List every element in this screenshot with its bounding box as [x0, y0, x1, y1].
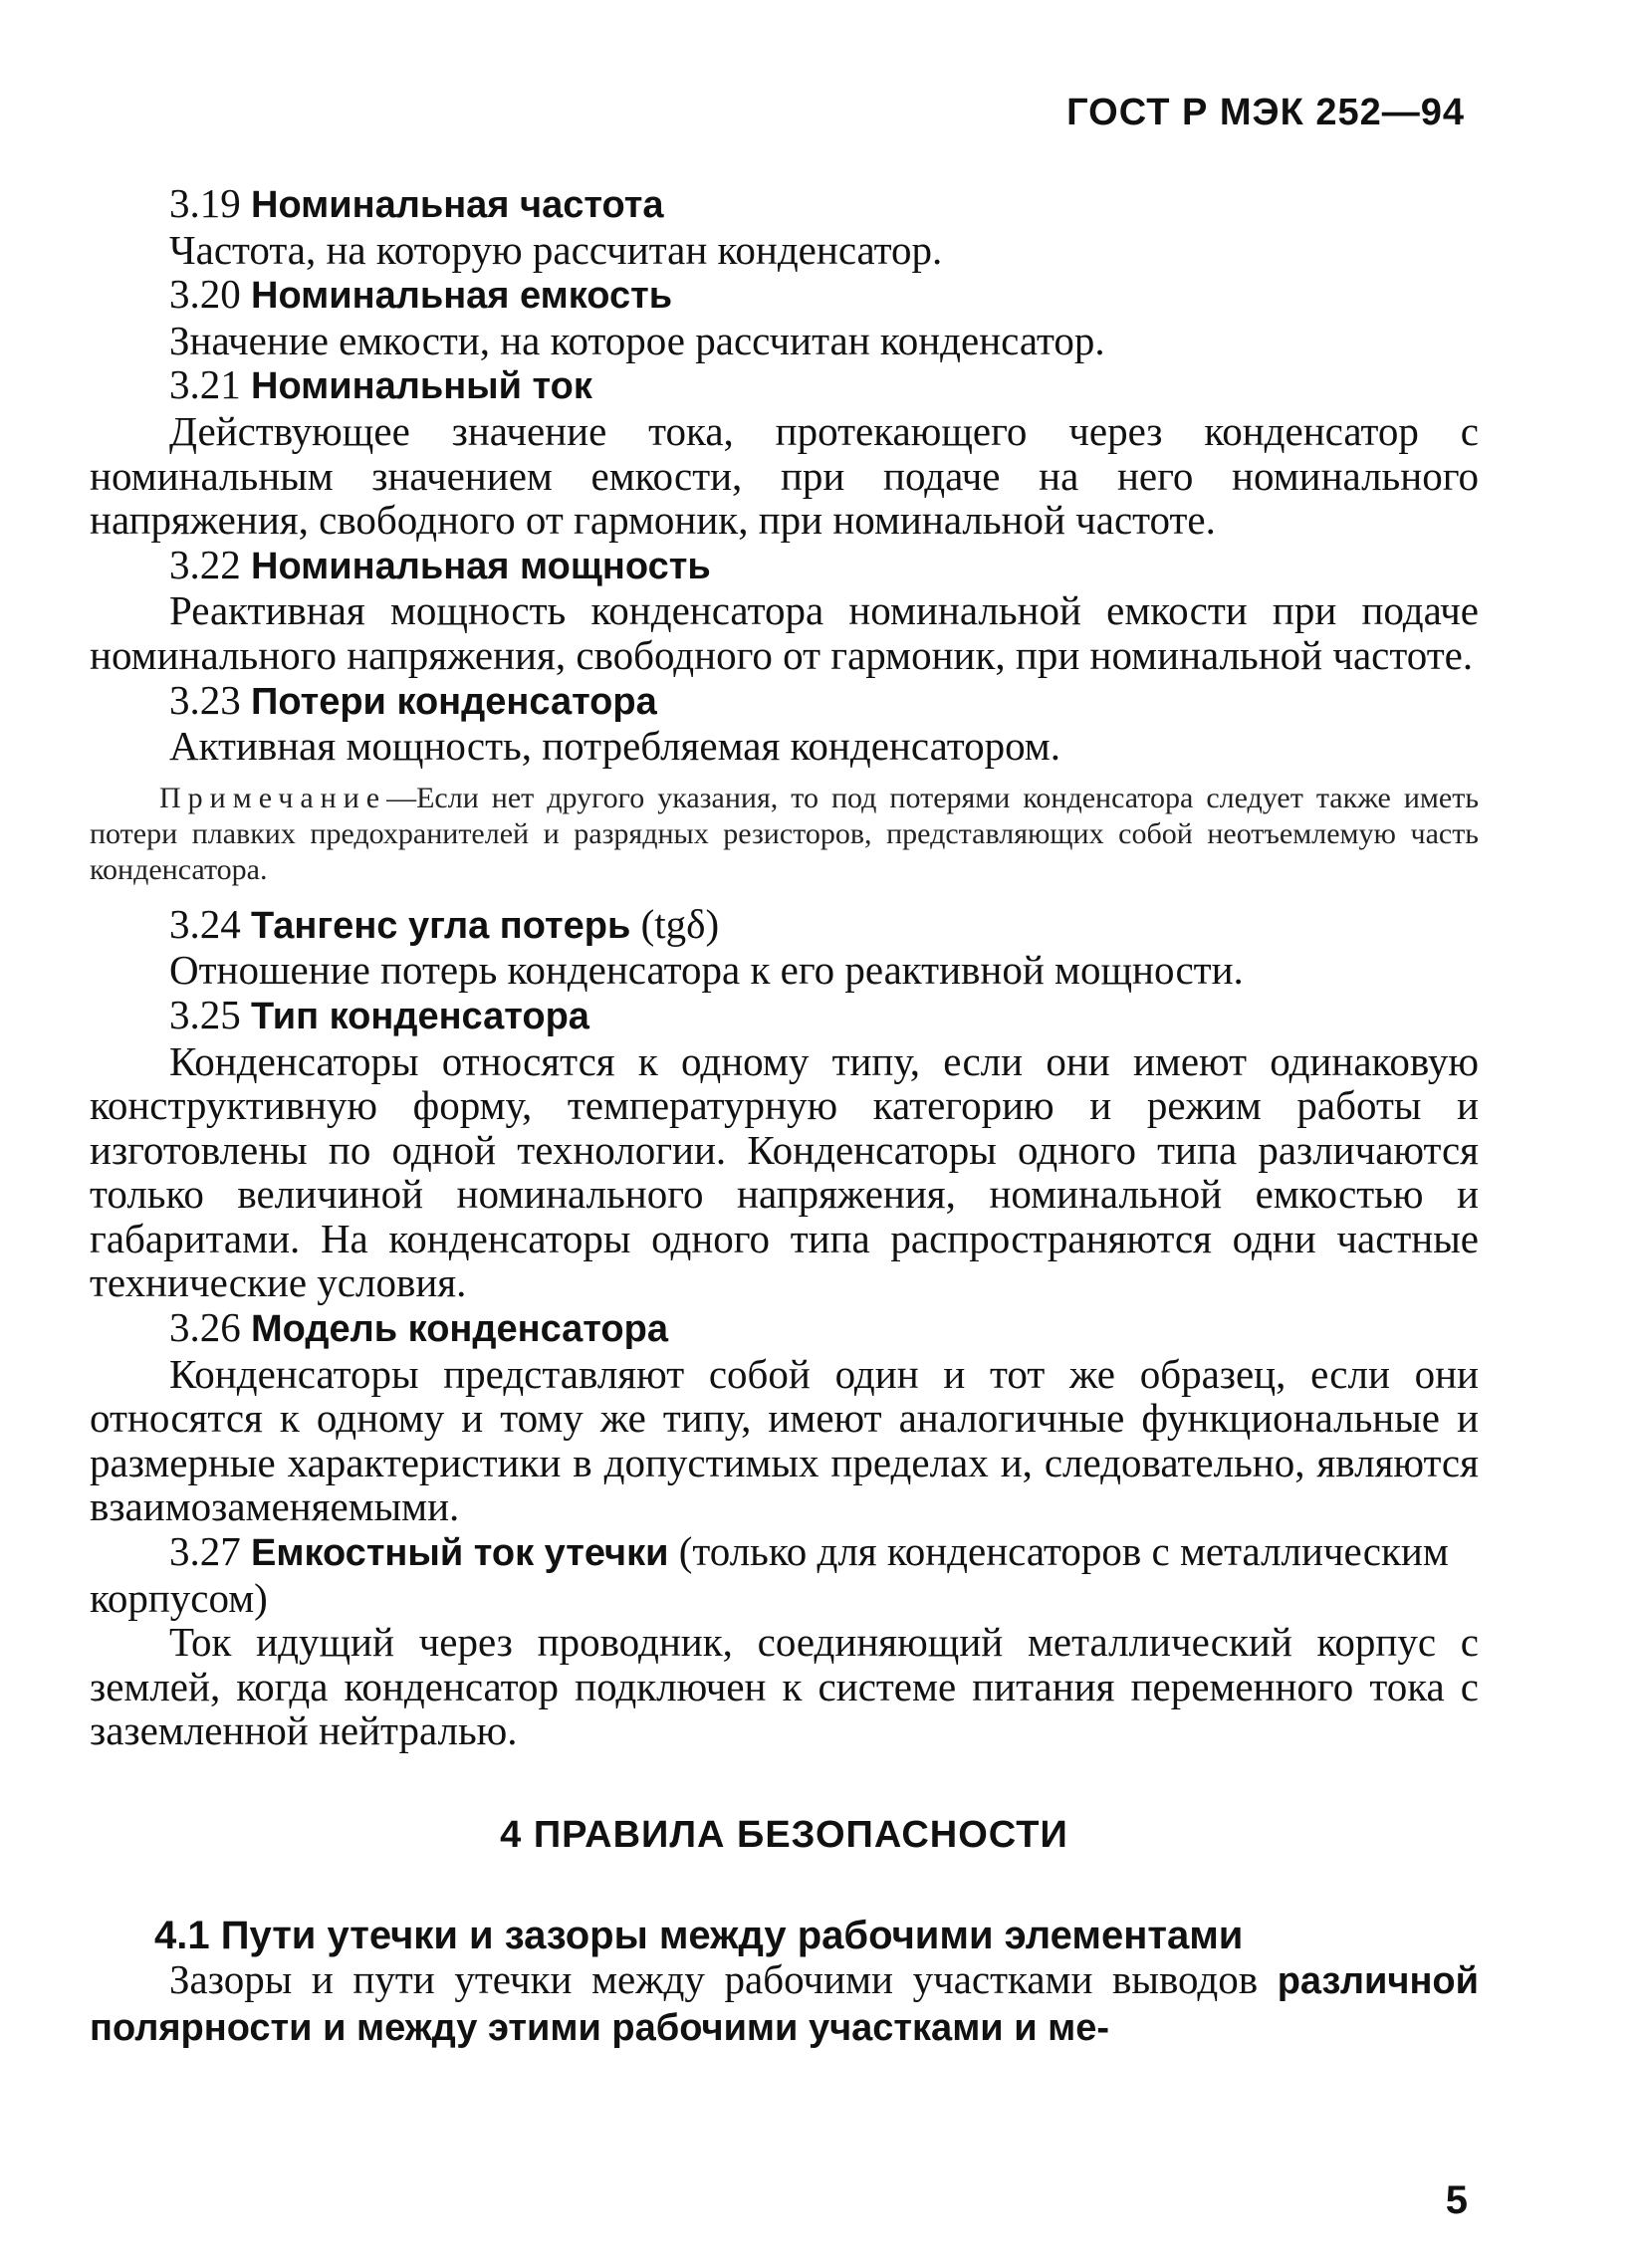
note-paragraph [90, 781, 1479, 888]
term-number: 3.20 [169, 271, 241, 318]
document-body [90, 181, 1479, 2050]
term-title: Номинальный ток [251, 365, 592, 408]
term-number: 3.27 [169, 1528, 241, 1575]
note-label: Примечание [159, 781, 387, 814]
standard-code-header: ГОСТ Р МЭК 252—94 [1066, 92, 1465, 133]
term-heading [90, 678, 1479, 725]
term-definition: Реактивная мощность конденсатора номинальной емкости при подаче номинального напряжения, свободного от гармоник, при номинальной частоте. [90, 587, 1479, 678]
term-title: Тип конденсатора [251, 995, 589, 1037]
term-heading [90, 272, 1479, 319]
term-heading [90, 993, 1479, 1039]
term-title: Потери конденсатора [251, 680, 657, 723]
note-text: —Если нет другого указания, то под потерями конденсатора следует также иметь потери плавких предохранителей и разрядных резисторов, представляющих собой неотъемлемую часть конденсатора. [90, 781, 1479, 886]
term-number: 3.26 [169, 1304, 241, 1351]
term-title: Номинальная емкость [251, 275, 673, 318]
term-heading [90, 1305, 1479, 1352]
term-definition: Конденсаторы относятся к одному типу, если они имеют одинаковую конструктивную форму, температурную категорию и режим работы и изготовлены по одной технологии. Конденсаторы одного типа различаются только величиной номинального напряжения, номинальной емкостью и габаритами. На конденсаторы одного типа распространяются одни частные технические условия. [90, 1037, 1479, 1306]
term-definition: Конденсаторы представляют собой один и тот же образец, если они относятся к одному и тому же типу, имеют аналогичные функциональные и размерные характеристики в допустимых пределах и, следовательно, являются взаимозаменяемыми. [90, 1350, 1479, 1530]
term-heading [90, 902, 1479, 949]
subsection-text-regular: Зазоры и пути утечки между рабочими участками выводов [169, 1956, 1278, 2003]
page-number: 5 [1445, 2178, 1468, 2222]
subsection-title: 4.1 Пути утечки и зазоры между рабочими элементами [154, 1913, 1244, 1957]
term-title: Тангенс угла потерь [251, 904, 631, 947]
term-heading [90, 181, 1479, 228]
term-heading [90, 362, 1479, 409]
term-title-suffix: (только для конденсаторов с металлическим корпусом) [90, 1528, 1449, 1621]
term-definition: Действующее значение тока, протекающего через конденсатор с номинальным значением емкости, при подаче на него номинального напряжения, свободного от гармоник, при номинальной частоте. [90, 407, 1479, 544]
section-title: 4 ПРАВИЛА БЕЗОПАСНОСТИ [500, 1814, 1068, 1856]
term-heading [90, 1529, 1479, 1620]
term-title: Модель конденсатора [251, 1308, 668, 1351]
term-definition: Частота, на которую рассчитан конденсатор. [169, 226, 943, 273]
term-number: 3.24 [169, 900, 241, 947]
term-title: Емкостный ток утечки [251, 1532, 669, 1575]
term-number: 3.25 [169, 991, 241, 1037]
term-number: 3.23 [169, 676, 241, 723]
term-number: 3.19 [169, 180, 241, 226]
term-number: 3.22 [169, 541, 241, 587]
term-title-suffix: (tgδ) [630, 900, 720, 947]
term-title: Номинальная мощность [251, 545, 711, 587]
term-number: 3.21 [169, 361, 241, 408]
subsection-text-bold: различной полярности и между этими рабочими участками и ме- [90, 1960, 1479, 2049]
subsection-text [90, 1957, 1479, 2050]
term-definition: Активная мощность, потребляемая конденсатором. [169, 723, 1060, 770]
term-heading [90, 543, 1479, 589]
term-title: Номинальная частота [251, 184, 664, 226]
term-definition: Ток идущий через проводник, соединяющий металлический корпус с землей, когда конденсатор подключен к системе питания переменного тока с заземленной нейтралью. [90, 1619, 1479, 1754]
term-definition: Значение емкости, на которое рассчитан конденсатор. [169, 317, 1105, 363]
term-definition: Отношение потерь конденсатора к его реактивной мощности. [169, 947, 1244, 994]
